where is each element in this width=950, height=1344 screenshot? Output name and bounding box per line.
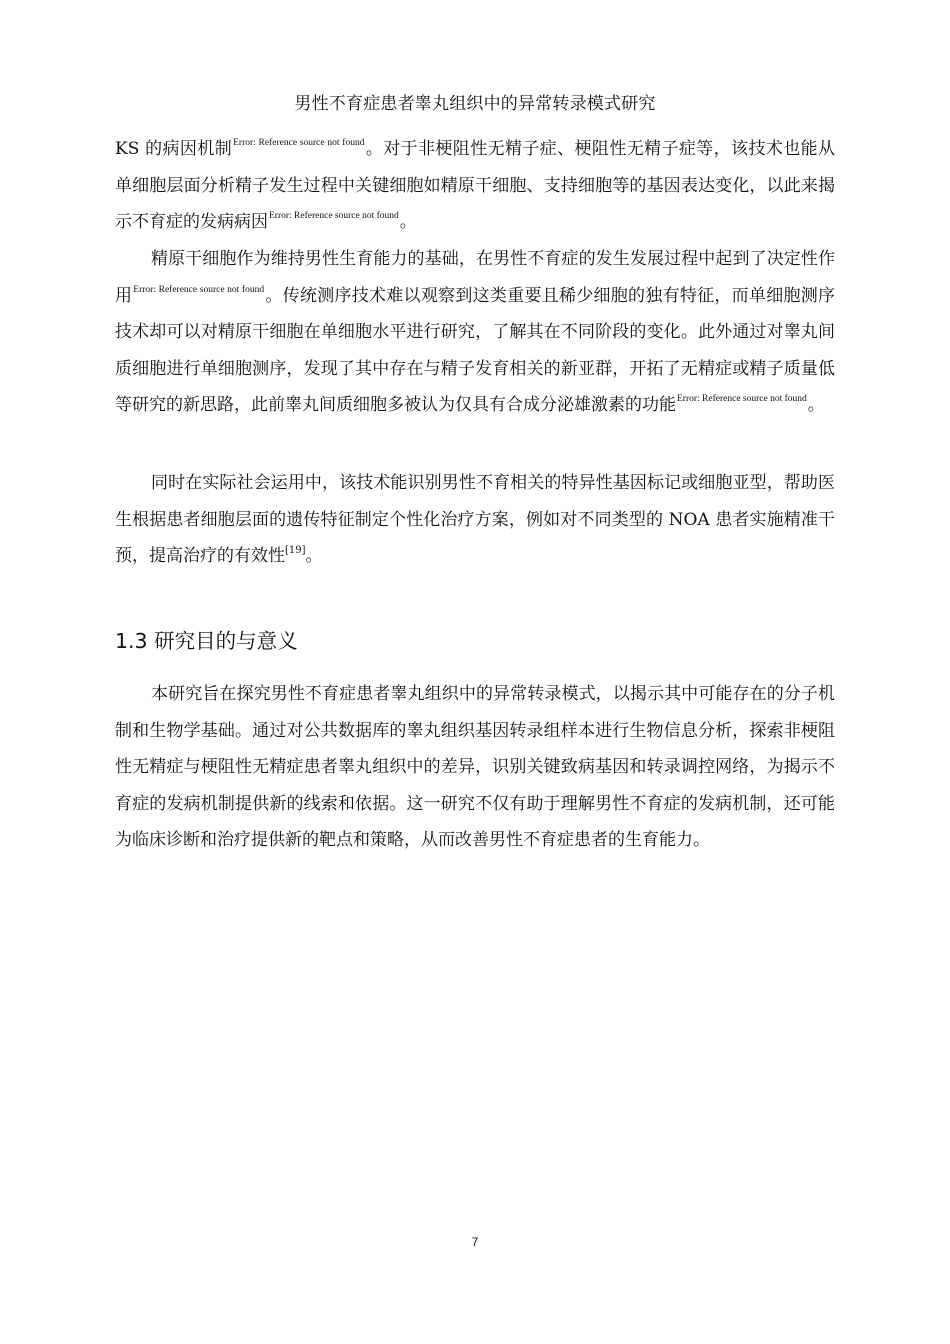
paragraph-research-purpose: 本研究旨在探究男性不育症患者睾丸组织中的异常转录模式，以揭示其中可能存在的分子机制和生物学基础。通过对公共数据库的睾丸组织基因转录组样本进行生物信息分析，探索非梗阻性无精症与梗阻性无精症患者睾丸组织中的差异，识别关键致病基因和转录调控网络，为揭示不育症的发病机制提供新的线索和依据。这一研究不仅有助于理解男性不育症的发病机制，还可能为临床诊断和治疗提供新的靶点和策略，从而改善男性不育症患者的生育能力。 (115, 684, 835, 850)
paragraph-text: KS 的病因机制 (115, 139, 233, 159)
page-number: 7 (471, 1235, 479, 1249)
section-heading: 1.3 研究目的与意义 (115, 629, 298, 653)
reference-error: Error: Reference source not found (233, 138, 365, 149)
paragraph-text: 精原干细胞作为维持男性生育能力的基础，在男性不育症的发生发展过程中起到了决定性作用 (115, 249, 835, 306)
reference-error: Error: Reference source not found (133, 284, 265, 295)
paragraph-clinical-application (115, 465, 835, 575)
paragraph-ks-mechanism (115, 131, 835, 241)
paragraph-text: 。对于非梗阻性无精子症、梗阻性无精子症等，该技术也能从单细胞层面分析精子发生过程中关键细胞如精原干细胞、支持细胞等的基因表达变化，以此来揭示不育症的发病病因 (115, 139, 836, 232)
paragraph-text: 。 (305, 546, 323, 566)
paragraph-text: 同时在实际社会运用中，该技术能识别男性不育相关的特异性基因标记或细胞亚型，帮助医生根据患者细胞层面的遗传特征制定个性化治疗方案，例如对不同类型的 NOA 患者实施精准干预，提高治疗的有效性 (115, 473, 835, 566)
paragraph-text: 。 (399, 212, 417, 232)
paragraph-text: 。 (807, 395, 825, 415)
paragraph-text: 。传统测序技术难以观察到这类重要且稀少细胞的独有特征，而单细胞测序技术却可以对精原干细胞在单细胞水平进行研究，了解其在不同阶段的变化。此外通过对睾丸间质细胞进行单细胞测序，发现了其中存在与精子发育相关的新亚群，开拓了无精症或精子质量低等研究的新思路，此前睾丸间质细胞多被认为仅具有合成分泌雄激素的功能 (115, 285, 836, 415)
running-header: 男性不育症患者睾丸组织中的异常转录模式研究 (294, 94, 656, 114)
reference-error: Error: Reference source not found (269, 211, 399, 222)
citation: [19] (285, 545, 306, 556)
paragraph-spermatogonial-stem-cells (115, 241, 835, 424)
reference-error: Error: Reference source not found (677, 394, 807, 405)
